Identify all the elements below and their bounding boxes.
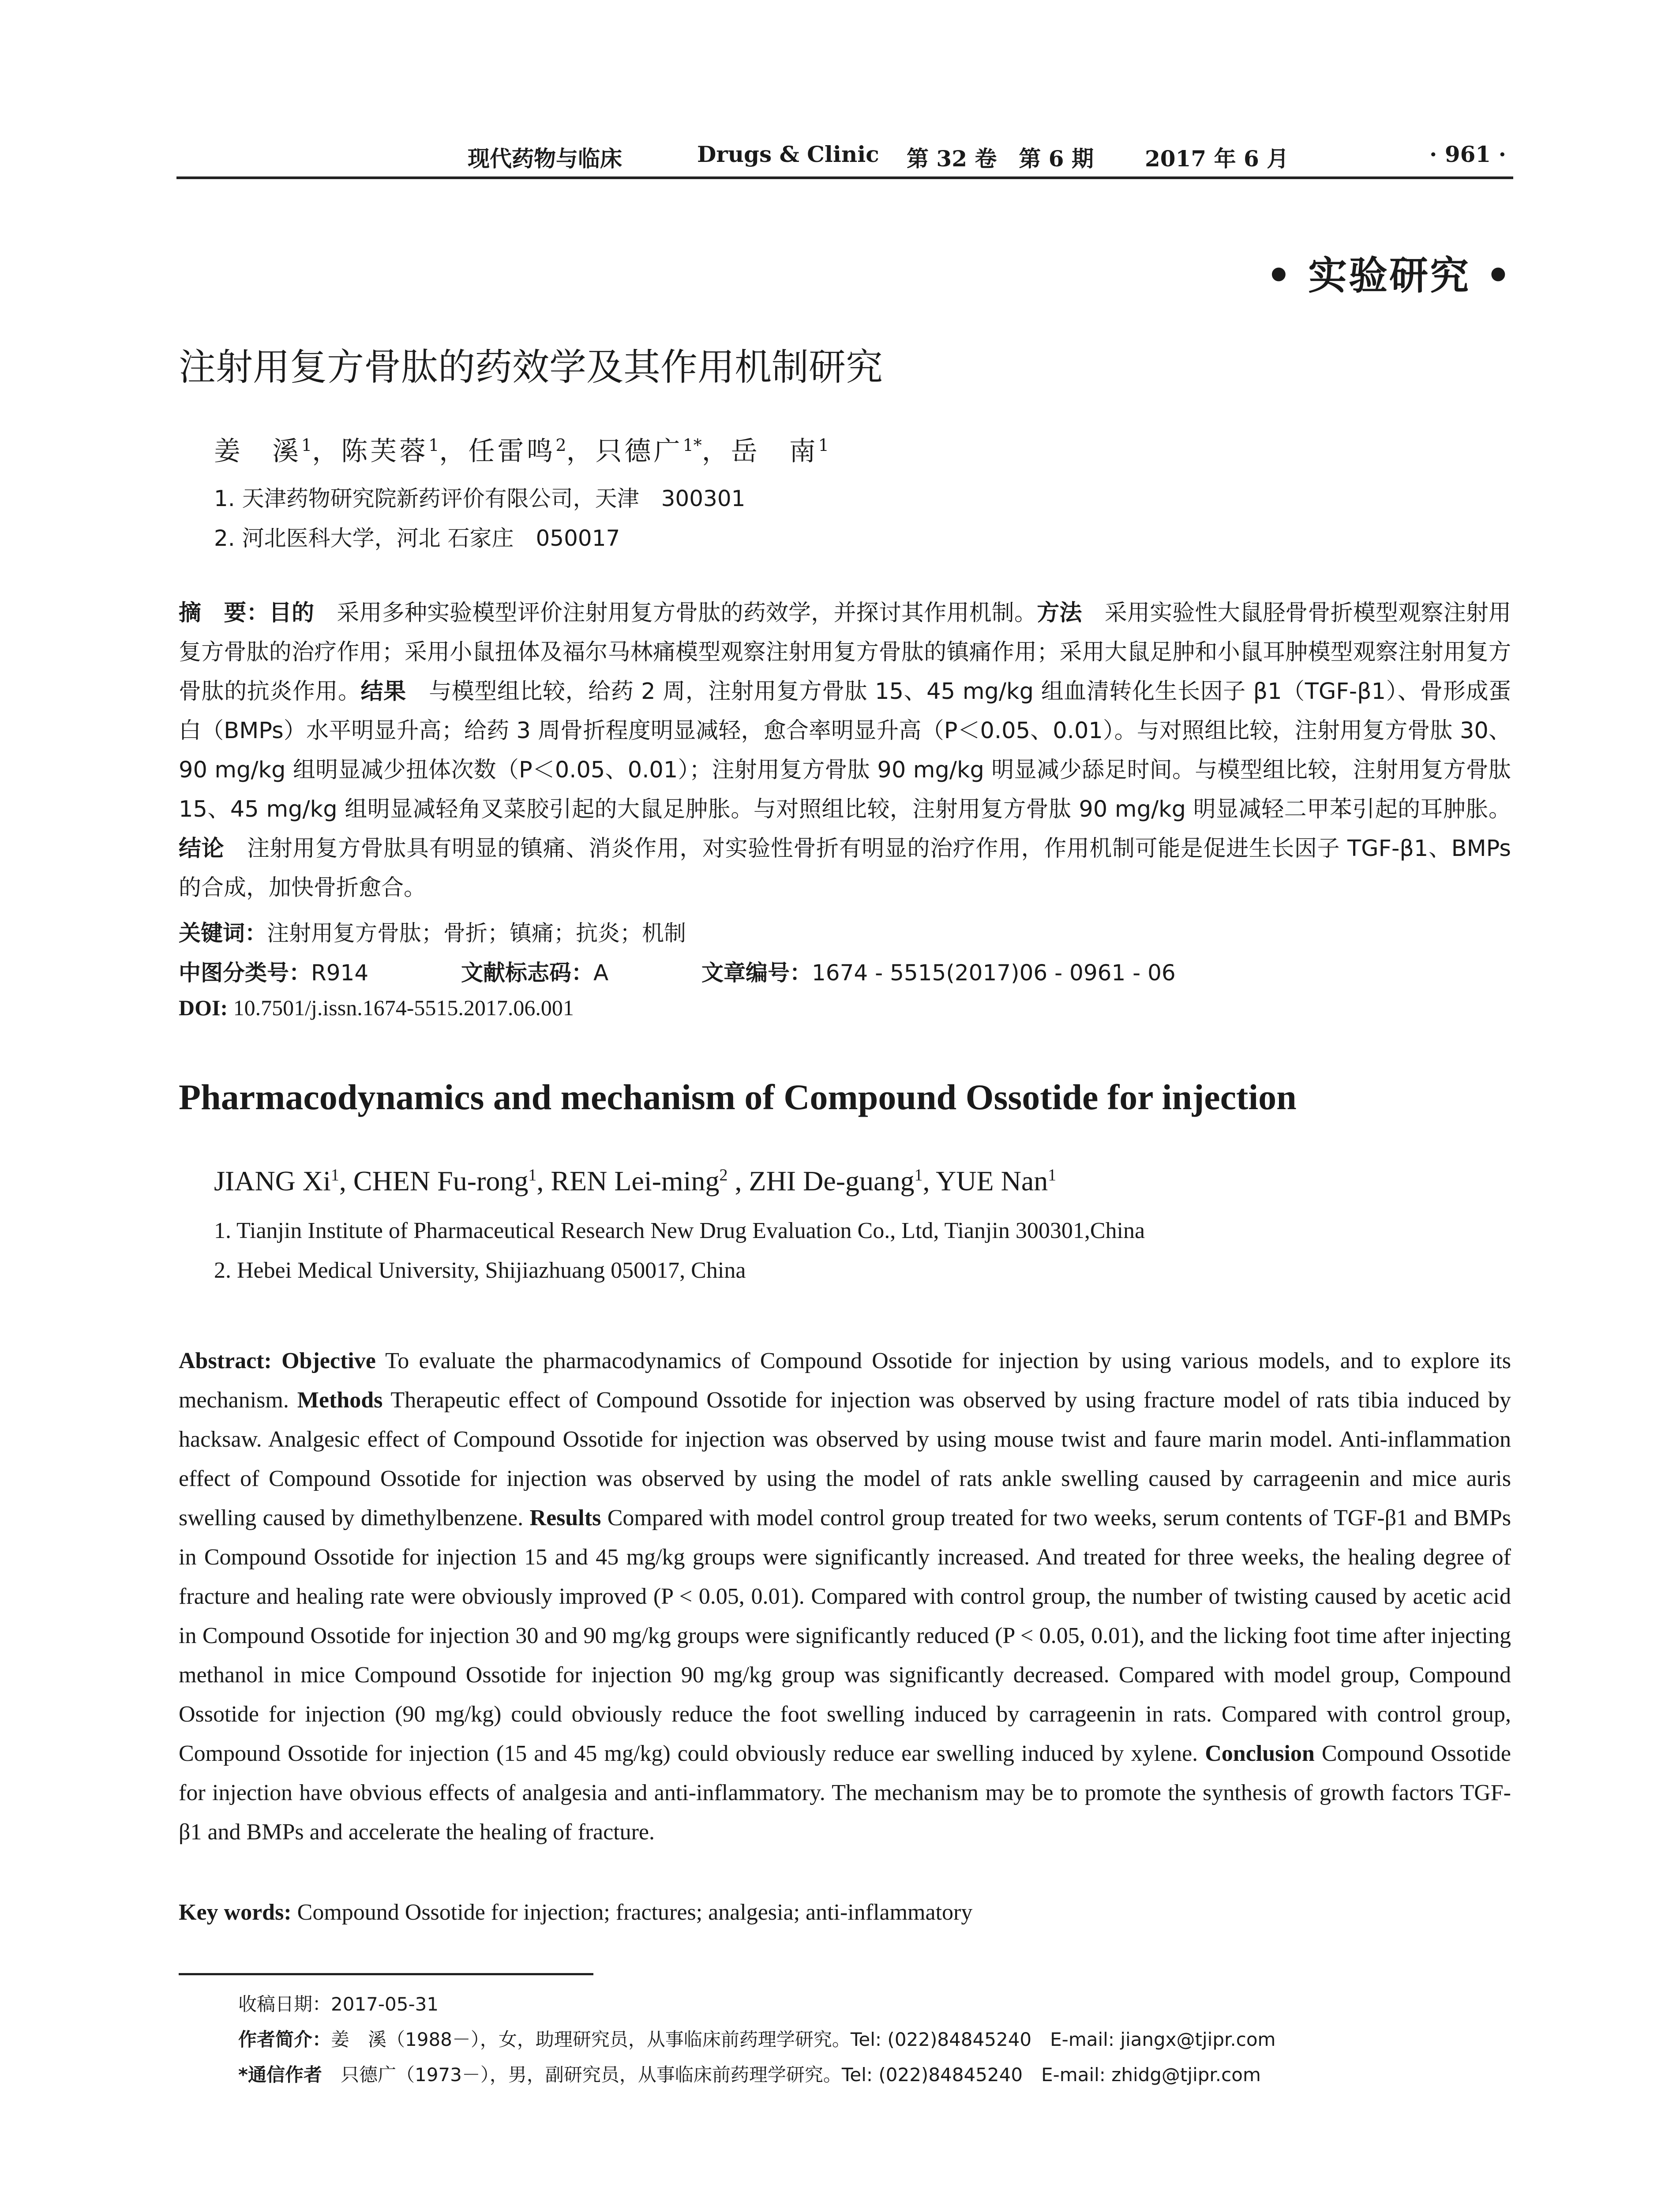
- author-name: 姜 溪: [214, 436, 301, 467]
- header-rule: [176, 176, 1513, 179]
- results-text: Compared with model control group treated for two weeks, serum contents of TGF-β1 and BMPs in Compound Ossotide for injection 15 and 45 mg/kg groups were significantly increased. And treated for three weeks, the healing degree of fracture and healing rate were obviously improved (P < 0.05, 0.01). Compared with control group, the number of twisting caused by acetic acid in Compound Ossotide for injection 30 and 90 mg/kg groups were significantly reduced (P < 0.05, 0.01), and the licking foot time after injecting methanol in mice Compound Ossotide for injection 90 mg/kg group was significantly decreased. Compared with model group, Compound Ossotide for injection (90 mg/kg) could obviously reduce the foot swelling induced by carrageenin in rats. Compared with control group, Compound Ossotide for injection (15 and 45 mg/kg) could obviously reduce ear swelling induced by xylene.: [179, 1505, 1511, 1766]
- author-mark: 1: [528, 1166, 537, 1185]
- author-name: 岳 南: [731, 436, 818, 467]
- article-no-label: 文章编号：: [701, 960, 812, 986]
- objective-label: Objective: [281, 1348, 376, 1373]
- doc-code-label: 文献标志码：: [461, 960, 593, 986]
- volume-issue: 第 32 卷 第 6 期: [907, 146, 1094, 172]
- methods-text: Therapeutic effect of Compound Ossotide for injection was observed by using fracture model of rats tibia induced by hacksaw. Analgesic effect of Compound Ossotide for injection was observed by using mouse twist and faure marin model. Anti-inflammation effect of Compound Ossotide for injection was observed by using the model of rats ankle swelling caused by carrageenin and mice auris swelling caused by dimethylbenzene.: [179, 1388, 1511, 1531]
- keywords-cn: [179, 915, 686, 947]
- conclusion-text: 注射用复方骨肽具有明显的镇痛、消炎作用，对实验性骨折有明显的治疗作用，作用机制可能是促进生长因子 TGF-β1、BMPs 的合成，加快骨折愈合。: [179, 836, 1511, 901]
- footnote-corr-text: 只德广（1973－），男，副研究员，从事临床前药理学研究。Tel: (022)84845240 E-mail: zhidg@tjipr.com: [322, 2064, 1261, 2086]
- methods-label: Methods: [297, 1388, 383, 1413]
- journal-name-cn: 现代药物与临床: [468, 146, 622, 172]
- author-name: YUE Nan: [936, 1165, 1048, 1197]
- footnote-author: [238, 2025, 1275, 2052]
- footnote-received: 收稿日期：2017-05-31: [238, 1993, 439, 2015]
- author-mark: 2: [719, 1166, 728, 1185]
- author-name: REN Lei-ming: [551, 1165, 720, 1197]
- keywords-label: Key words:: [179, 1900, 292, 1925]
- author-mark: 1: [914, 1166, 923, 1185]
- methods-text: 采用实验性大鼠胫骨骨折模型观察注射用复方骨肽的治疗作用；采用小鼠扭体及福尔马林痛模型观察注射用复方骨肽的镇痛作用；采用大鼠足肿和小鼠耳肿模型观察注射用复方骨肽的抗炎作用。: [179, 600, 1511, 705]
- author-name: 任雷鸣: [468, 436, 556, 467]
- article-title-en: Pharmacodynamics and mechanism of Compound Ossotide for injection: [179, 1077, 1297, 1117]
- conclusion-text: Compound Ossotide for injection have obvious effects of analgesia and anti-inflammatory. The mechanism may be to promote the synthesis of growth factors TGF-β1 and BMPs and accelerate the healing of fracture.: [179, 1741, 1511, 1845]
- author-list-en: JIANG Xi$^1$, CHEN Fu-rong$^1$, REN Lei-ming$^2$ , ZHI De-guang$^1$, YUE Nan$^1$: [214, 1165, 1057, 1197]
- footnote-rule: [179, 1973, 593, 1975]
- methods-label: 方法: [1037, 600, 1082, 626]
- author-mark: 1: [330, 1166, 339, 1185]
- author-mark: 1*: [682, 435, 702, 455]
- article-no-value: 1674 - 5515(2017)06 - 0961 - 06: [812, 960, 1176, 986]
- doi-value[interactable]: 10.7501/j.issn.1674-5515.2017.06.001: [228, 995, 574, 1020]
- section-heading: • 实验研究 •: [1266, 253, 1512, 298]
- objective-text: To evaluate the pharmacodynamics of Compound Ossotide for injection by using various models, and to explore its mechanism.: [179, 1348, 1511, 1413]
- author-name: CHEN Fu-rong: [353, 1165, 529, 1197]
- footnote-author-text: 姜 溪（1988－），女，助理研究员，从事临床前药理学研究。Tel: (022)84845240 E-mail: jiangx@tjipr.com: [331, 2029, 1276, 2050]
- keywords-text: 注射用复方骨肽；骨折；镇痛；抗炎；机制: [267, 920, 686, 946]
- doc-code-value: A: [593, 960, 609, 986]
- author-name: ZHI De-guang: [749, 1165, 915, 1197]
- abstract-label: 摘 要：: [179, 600, 269, 626]
- footnote-corr-label: *通信作者: [238, 2064, 322, 2086]
- author-mark: 1: [428, 435, 439, 455]
- doi-label: DOI:: [179, 995, 228, 1020]
- page-number: · 961 ·: [1429, 141, 1506, 167]
- abstract-en: [179, 1341, 1511, 1852]
- affiliation-en: 2. Hebei Medical University, Shijiazhuang 050017, China: [214, 1258, 746, 1283]
- affiliation-en: 1. Tianjin Institute of Pharmaceutical Research New Drug Evaluation Co., Ltd, Tianjin 300301,China: [214, 1218, 1145, 1243]
- author-mark: 1: [301, 435, 312, 455]
- author-mark: 1: [818, 435, 829, 455]
- author-mark: 1: [1048, 1166, 1057, 1185]
- author-mark: 2: [555, 435, 566, 455]
- abstract-label: Abstract:: [179, 1348, 272, 1373]
- author-name: 陈芙蓉: [341, 436, 429, 467]
- author-name: 只德广: [595, 436, 683, 467]
- results-text: 与模型组比较，给药 2 周，注射用复方骨肽 15、45 mg/kg 组血清转化生长因子 β1（TGF-β1）、骨形成蛋白（BMPs）水平明显升高；给药 3 周骨折程度明显减轻，愈合率明显升高（P＜0.05、0.01）。与对照组比较，注射用复方骨肽 30、90 mg/kg 组明显减少扭体次数（P＜0.05、0.01）；注射用复方骨肽 90 mg/kg 明显减少舔足时间。与模型组比较，注射用复方骨肽 15、45 mg/kg 组明显减轻角叉菜胶引起的大鼠足肿胀。与对照组比较，注射用复方骨肽 90 mg/kg 明显减轻二甲苯引起的耳肿胀。: [179, 679, 1511, 822]
- clc-value: R914: [311, 960, 369, 986]
- doi-line: [179, 995, 574, 1020]
- keywords-en: [179, 1893, 1511, 1932]
- objective-label: 目的: [269, 600, 315, 626]
- article-title-cn: 注射用复方骨肽的药效学及其作用机制研究: [179, 345, 883, 389]
- conclusion-label: 结论: [179, 836, 225, 862]
- keywords-label: 关键词：: [179, 920, 267, 946]
- classification-line: [179, 955, 1282, 987]
- footnote-author-label: 作者简介：: [238, 2029, 331, 2050]
- abstract-cn: [179, 593, 1511, 908]
- clc-label: 中图分类号：: [179, 960, 311, 986]
- publication-date: 2017 年 6 月: [1145, 146, 1289, 172]
- keywords-text: Compound Ossotide for injection; fractures; analgesia; anti-inflammatory: [291, 1900, 973, 1925]
- results-label: 结果: [360, 679, 406, 705]
- journal-name-en: Drugs & Clinic: [697, 141, 879, 167]
- affiliation-cn: 1. 天津药物研究院新药评价有限公司，天津 300301: [214, 486, 746, 511]
- affiliation-cn: 2. 河北医科大学，河北 石家庄 050017: [214, 525, 620, 551]
- author-name: JIANG Xi: [214, 1165, 331, 1197]
- conclusion-label: Conclusion: [1205, 1741, 1315, 1766]
- objective-text: 采用多种实验模型评价注射用复方骨肽的药效学，并探讨其作用机制。: [314, 600, 1037, 626]
- author-list-cn: 姜 溪$^1$，陈芙蓉$^1$，任雷鸣$^2$，只德广$^{1*}$，岳 南$^1$: [214, 435, 829, 467]
- running-header: [176, 141, 1513, 172]
- results-label: Results: [529, 1505, 601, 1531]
- footnote-corresponding: [238, 2060, 1261, 2087]
